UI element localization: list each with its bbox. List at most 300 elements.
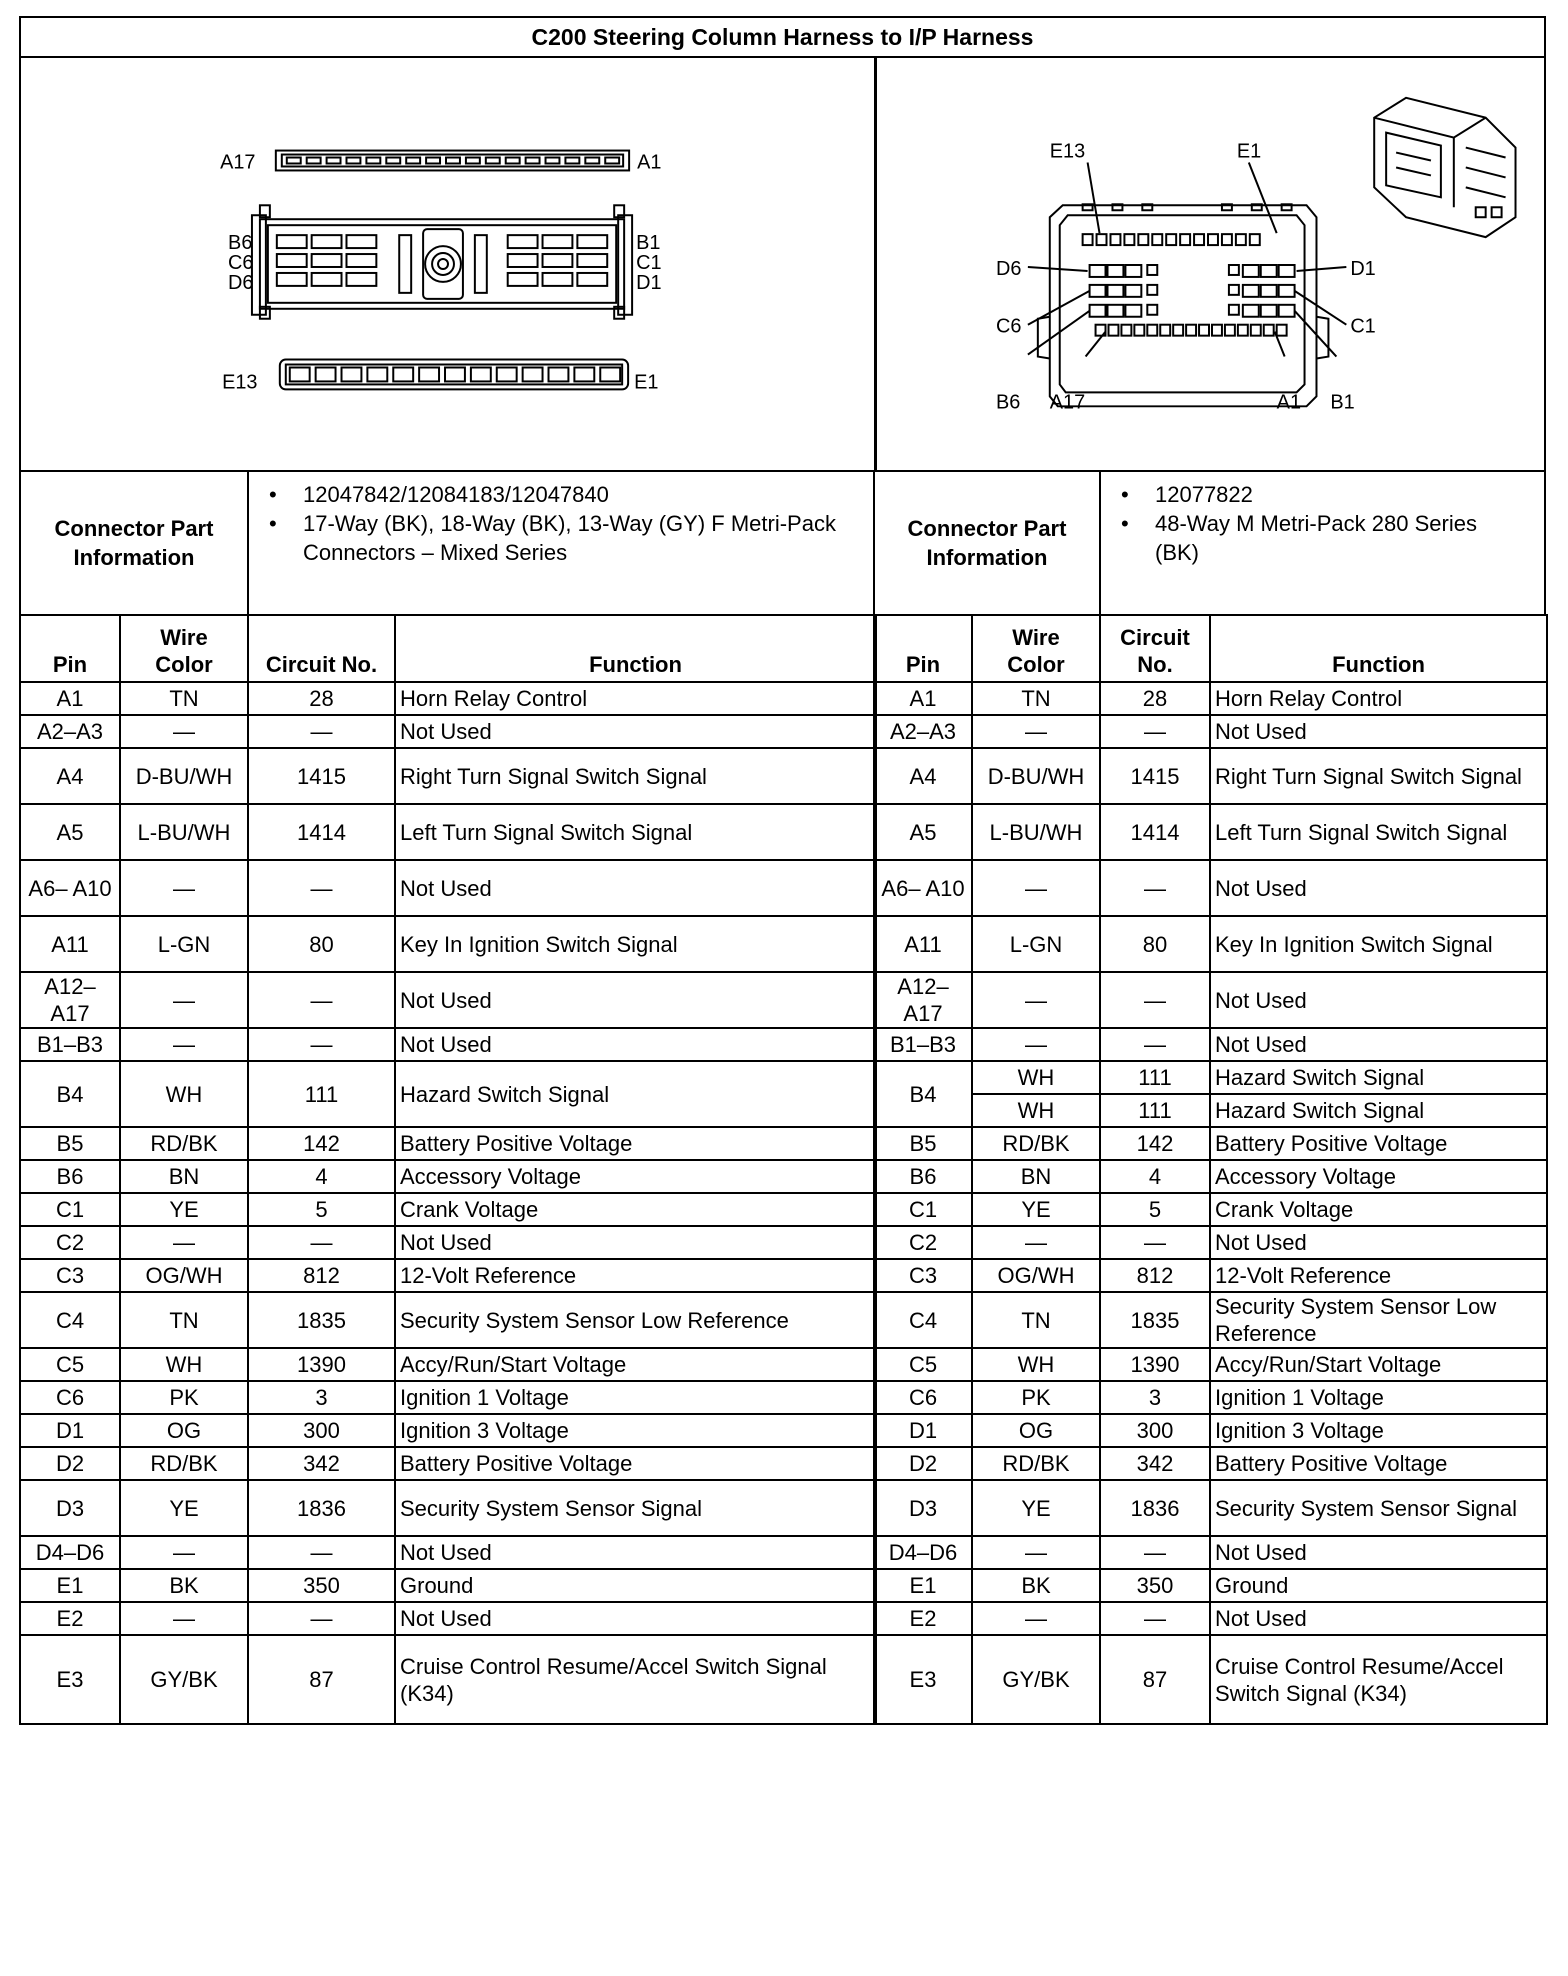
connector-cavity	[1186, 325, 1196, 336]
wire-color-cell: TN	[972, 1292, 1100, 1348]
circuit-cell: 300	[1100, 1414, 1210, 1447]
table-row	[874, 1635, 1547, 1724]
circuit-cell: 1414	[1100, 804, 1210, 860]
function-cell: Not Used	[1210, 1536, 1547, 1569]
function-cell: 12-Volt Reference	[395, 1259, 876, 1292]
pin-cell: C6	[874, 1381, 972, 1414]
header-pin: Pin	[874, 615, 972, 682]
circuit-cell: 28	[1100, 682, 1210, 715]
a-row-connector	[276, 151, 629, 171]
pin-cell: A12– A17	[874, 972, 972, 1028]
function-cell: Ignition 1 Voltage	[1210, 1381, 1547, 1414]
connector-cavity	[419, 367, 439, 381]
table-row	[20, 1193, 876, 1226]
left-pinout-table	[19, 614, 877, 1725]
function-cell: Not Used	[395, 860, 876, 916]
connector-cavity	[471, 367, 491, 381]
circuit-cell: 3	[1100, 1381, 1210, 1414]
function-cell: Not Used	[1210, 1028, 1547, 1061]
function-cell: Left Turn Signal Switch Signal	[1210, 804, 1547, 860]
wire-color-cell: —	[120, 715, 248, 748]
pin-cell: A4	[874, 748, 972, 804]
table-row	[20, 1414, 876, 1447]
function-cell: Not Used	[395, 1028, 876, 1061]
pin-cell: B1–B3	[874, 1028, 972, 1061]
table-row	[874, 1259, 1547, 1292]
wire-color-cell: —	[120, 1602, 248, 1635]
circuit-cell: 812	[1100, 1259, 1210, 1292]
table-row	[20, 748, 876, 804]
function-cell: Horn Relay Control	[1210, 682, 1547, 715]
circuit-cell: —	[248, 715, 395, 748]
wire-color-cell: OG	[120, 1414, 248, 1447]
circuit-cell: 87	[248, 1635, 395, 1724]
connector-cavity	[1124, 234, 1134, 245]
label-d6-right: D6	[996, 257, 1022, 280]
table-row	[874, 804, 1547, 860]
connector-cavity	[1180, 234, 1190, 245]
pin-cell: A6– A10	[20, 860, 120, 916]
connector-cavity	[526, 158, 540, 164]
pin-cell: E1	[874, 1569, 972, 1602]
function-cell: Not Used	[395, 1226, 876, 1259]
connector-cavity	[1134, 325, 1144, 336]
connector-cavity	[406, 158, 420, 164]
connector-cavity	[1121, 325, 1131, 336]
wire-color-cell: YE	[972, 1480, 1100, 1536]
function-cell: Hazard Switch Signal	[1210, 1094, 1547, 1127]
pin-cell: E2	[20, 1602, 120, 1635]
pin-cell: E1	[20, 1569, 120, 1602]
function-cell: Not Used	[1210, 1226, 1547, 1259]
header-pin: Pin	[20, 615, 120, 682]
table-row	[874, 1028, 1547, 1061]
connector-part-list	[1105, 480, 1525, 567]
wire-color-cell: RD/BK	[972, 1447, 1100, 1480]
function-cell: 12-Volt Reference	[1210, 1259, 1547, 1292]
function-cell: Cruise Control Resume/Accel Switch Signal (K34)	[395, 1635, 876, 1724]
wire-color-cell: OG/WH	[972, 1259, 1100, 1292]
table-row	[20, 1569, 876, 1602]
pin-cell: B4	[20, 1061, 120, 1127]
wire-color-cell: —	[972, 1226, 1100, 1259]
circuit-cell: —	[248, 860, 395, 916]
pin-cell: D1	[874, 1414, 972, 1447]
circuit-cell: —	[1100, 860, 1210, 916]
pin-cell: C4	[20, 1292, 120, 1348]
wire-color-cell: RD/BK	[120, 1447, 248, 1480]
wire-color-cell: —	[120, 1226, 248, 1259]
connector-cavity	[1222, 234, 1232, 245]
wire-color-cell: RD/BK	[120, 1127, 248, 1160]
circuit-cell: 1415	[248, 748, 395, 804]
header-function: Function	[395, 615, 876, 682]
wire-color-cell: GY/BK	[120, 1635, 248, 1724]
wire-color-cell: BK	[972, 1569, 1100, 1602]
pin-cell: B5	[20, 1127, 120, 1160]
label-c6-right: C6	[996, 315, 1022, 338]
function-cell: Not Used	[395, 972, 876, 1028]
circuit-cell: —	[1100, 1536, 1210, 1569]
label-b6: B6	[228, 232, 253, 255]
wire-color-cell: —	[972, 1028, 1100, 1061]
connector-cavity	[546, 158, 560, 164]
pin-cell: C2	[874, 1226, 972, 1259]
list-item: • 48-Way M Metri-Pack 280 Series (BK)	[1105, 509, 1525, 567]
pin-cell: D4–D6	[874, 1536, 972, 1569]
table-header-row	[874, 615, 1547, 682]
table-row	[874, 1602, 1547, 1635]
connector-cavity	[1236, 234, 1246, 245]
circuit-cell: 1390	[248, 1348, 395, 1381]
circuit-cell: 87	[1100, 1635, 1210, 1724]
circuit-cell: 28	[248, 682, 395, 715]
connector-cavity	[446, 158, 460, 164]
pin-cell: E2	[874, 1602, 972, 1635]
wire-color-cell: —	[972, 1602, 1100, 1635]
connector-cavity	[506, 158, 520, 164]
function-cell: Ground	[395, 1569, 876, 1602]
wire-color-cell: —	[120, 1536, 248, 1569]
circuit-cell: 342	[248, 1447, 395, 1480]
connector-cavity	[497, 367, 517, 381]
table-row	[874, 1536, 1547, 1569]
pin-cell: D1	[20, 1414, 120, 1447]
connector-cavity	[585, 158, 599, 164]
label-a17: A17	[220, 151, 256, 174]
circuit-cell: 111	[1100, 1061, 1210, 1094]
circuit-cell: —	[248, 972, 395, 1028]
pin-cell: B5	[874, 1127, 972, 1160]
pin-cell: A1	[20, 682, 120, 715]
table-row	[20, 1028, 876, 1061]
label-c1-right: C1	[1350, 315, 1376, 338]
function-cell: Hazard Switch Signal	[395, 1061, 876, 1127]
table-row	[20, 682, 876, 715]
connector-cavity	[367, 367, 387, 381]
connector-cavity	[1238, 325, 1248, 336]
table-row	[20, 1292, 876, 1348]
table-row	[874, 1193, 1547, 1226]
table-row	[874, 916, 1547, 972]
circuit-cell: —	[1100, 1602, 1210, 1635]
function-cell: Cruise Control Resume/Accel Switch Signal (K34)	[1210, 1635, 1547, 1724]
circuit-cell: 5	[1100, 1193, 1210, 1226]
connector-part-label: Connector Part Information	[875, 472, 1101, 614]
connector-cavity	[565, 158, 579, 164]
connector-cavity	[1264, 325, 1274, 336]
pin-cell: A2–A3	[874, 715, 972, 748]
table-row	[20, 860, 876, 916]
table-row	[874, 1348, 1547, 1381]
pin-cell: D3	[874, 1480, 972, 1536]
pin-cell: A11	[20, 916, 120, 972]
connector-cavity	[1251, 325, 1261, 336]
circuit-cell: —	[248, 1602, 395, 1635]
label-d6: D6	[228, 271, 254, 294]
wire-color-cell: L-GN	[120, 916, 248, 972]
connector-cavity	[1173, 325, 1183, 336]
function-cell: Accessory Voltage	[395, 1160, 876, 1193]
connector-cavity	[1250, 234, 1260, 245]
table-row	[874, 1480, 1547, 1536]
circuit-cell: 1836	[248, 1480, 395, 1536]
function-cell: Security System Sensor Low Reference	[395, 1292, 876, 1348]
wire-color-cell: WH	[972, 1061, 1100, 1094]
wire-color-cell: —	[972, 860, 1100, 916]
pin-cell: D4–D6	[20, 1536, 120, 1569]
function-cell: Ignition 1 Voltage	[395, 1381, 876, 1414]
table-row	[20, 972, 876, 1028]
circuit-cell: —	[248, 1536, 395, 1569]
circuit-cell: —	[1100, 1226, 1210, 1259]
function-cell: Ignition 3 Voltage	[1210, 1414, 1547, 1447]
label-b6-right: B6	[996, 391, 1021, 414]
wire-color-cell: WH	[972, 1348, 1100, 1381]
wire-color-cell: TN	[120, 682, 248, 715]
function-cell: Not Used	[1210, 972, 1547, 1028]
function-cell: Not Used	[395, 1602, 876, 1635]
connector-cavity	[1147, 325, 1157, 336]
connector-cavity	[1277, 325, 1287, 336]
wire-color-cell: L-GN	[972, 916, 1100, 972]
function-cell: Not Used	[395, 715, 876, 748]
pin-cell: A5	[874, 804, 972, 860]
circuit-cell: 142	[248, 1127, 395, 1160]
label-c6: C6	[228, 251, 254, 274]
circuit-cell: 1836	[1100, 1480, 1210, 1536]
circuit-cell: —	[248, 1028, 395, 1061]
connector-cavity	[1108, 325, 1118, 336]
connector-part-label: Connector Part Information	[21, 472, 249, 614]
connector-cavity	[1166, 234, 1176, 245]
connector-cavity	[445, 367, 465, 381]
table-row	[874, 1061, 1547, 1094]
circuit-cell: 1835	[1100, 1292, 1210, 1348]
function-cell: Ignition 3 Voltage	[395, 1414, 876, 1447]
wire-color-cell: —	[972, 1536, 1100, 1569]
circuit-cell: 1835	[248, 1292, 395, 1348]
connector-cavity	[366, 158, 380, 164]
table-row	[874, 715, 1547, 748]
circuit-cell: 1390	[1100, 1348, 1210, 1381]
pin-cell: B6	[874, 1160, 972, 1193]
table-row	[874, 1569, 1547, 1602]
function-cell: Not Used	[1210, 715, 1547, 748]
connector-cavity	[486, 158, 500, 164]
list-item: • 17-Way (BK), 18-Way (BK), 13-Way (GY) F Metri-Pack Connectors – Mixed Series	[253, 509, 853, 567]
connector-cavity	[1152, 234, 1162, 245]
circuit-cell: 350	[248, 1569, 395, 1602]
function-cell: Battery Positive Voltage	[395, 1447, 876, 1480]
wire-color-cell: GY/BK	[972, 1635, 1100, 1724]
e-row-connector	[280, 360, 628, 390]
connector-sheet	[19, 16, 1546, 1961]
label-d1-right: D1	[1350, 257, 1376, 280]
function-cell: Accy/Run/Start Voltage	[1210, 1348, 1547, 1381]
circuit-cell: 80	[1100, 916, 1210, 972]
table-row	[20, 1480, 876, 1536]
circuit-cell: 342	[1100, 1447, 1210, 1480]
pin-cell: B6	[20, 1160, 120, 1193]
wire-color-cell: TN	[120, 1292, 248, 1348]
wire-color-cell: WH	[120, 1348, 248, 1381]
connector-cavity	[1160, 325, 1170, 336]
connector-cavity	[1208, 234, 1218, 245]
wire-color-cell: PK	[972, 1381, 1100, 1414]
wire-color-cell: —	[120, 1028, 248, 1061]
function-cell: Battery Positive Voltage	[395, 1127, 876, 1160]
table-row	[874, 682, 1547, 715]
label-d1: D1	[636, 271, 662, 294]
wire-color-cell: OG/WH	[120, 1259, 248, 1292]
circuit-cell: —	[1100, 1028, 1210, 1061]
table-row	[874, 1226, 1547, 1259]
pin-cell: B1–B3	[20, 1028, 120, 1061]
table-row	[874, 972, 1547, 1028]
wire-color-cell: D-BU/WH	[972, 748, 1100, 804]
table-row	[874, 1160, 1547, 1193]
table-row	[20, 1635, 876, 1724]
wire-color-cell: BN	[120, 1160, 248, 1193]
function-cell: Battery Positive Voltage	[1210, 1447, 1547, 1480]
connector-cavity	[327, 158, 341, 164]
pin-cell: C2	[20, 1226, 120, 1259]
function-cell: Right Turn Signal Switch Signal	[1210, 748, 1547, 804]
connector-cavity	[605, 158, 619, 164]
pin-cell: B4	[874, 1061, 972, 1127]
pin-cell: C5	[20, 1348, 120, 1381]
wire-color-cell: WH	[972, 1094, 1100, 1127]
label-a1-right: A1	[1276, 391, 1302, 414]
list-item: • 12047842/12084183/12047840	[253, 480, 853, 509]
table-row	[20, 1348, 876, 1381]
circuit-cell: 3	[248, 1381, 395, 1414]
wire-color-cell: L-BU/WH	[972, 804, 1100, 860]
table-row	[874, 1094, 1547, 1127]
table-row	[20, 1127, 876, 1160]
connector-cavity	[1199, 325, 1209, 336]
function-cell: Crank Voltage	[1210, 1193, 1547, 1226]
label-a17-right: A17	[1049, 391, 1086, 414]
wire-color-cell: —	[120, 972, 248, 1028]
pin-cell: C3	[874, 1259, 972, 1292]
connector-cavity	[346, 158, 360, 164]
header-circuit: Circuit No.	[1100, 615, 1210, 682]
label-e1-right: E1	[1236, 140, 1262, 163]
right-pinout-table	[873, 614, 1548, 1725]
wire-color-cell: TN	[972, 682, 1100, 715]
connector-cavity	[1225, 325, 1235, 336]
b-c-d-connector	[252, 205, 632, 318]
circuit-cell: 1415	[1100, 748, 1210, 804]
pin-cell: C5	[874, 1348, 972, 1381]
table-row	[874, 1127, 1547, 1160]
table-row	[20, 1536, 876, 1569]
page-title: C200 Steering Column Harness to I/P Harness	[19, 16, 1546, 58]
circuit-cell: 300	[248, 1414, 395, 1447]
table-row	[20, 916, 876, 972]
label-e13: E13	[222, 371, 258, 394]
circuit-cell: —	[1100, 972, 1210, 1028]
pin-cell: E3	[20, 1635, 120, 1724]
left-connector-diagram	[21, 58, 874, 470]
function-cell: Accessory Voltage	[1210, 1160, 1547, 1193]
function-cell: Key In Ignition Switch Signal	[1210, 916, 1547, 972]
pin-cell: C1	[20, 1193, 120, 1226]
label-a1: A1	[637, 151, 662, 174]
connector-cavity	[523, 367, 543, 381]
function-cell: Not Used	[395, 1536, 876, 1569]
pin-cell: D2	[20, 1447, 120, 1480]
pin-cell: A4	[20, 748, 120, 804]
wire-color-cell: —	[972, 972, 1100, 1028]
diagram-row	[19, 56, 1546, 472]
connector-cavity	[600, 367, 620, 381]
table-row	[20, 1259, 876, 1292]
connector-cavity	[1138, 234, 1148, 245]
table-row	[20, 1602, 876, 1635]
connector-cavity	[426, 158, 440, 164]
table-row	[874, 860, 1547, 916]
connector-cavity	[393, 367, 413, 381]
circuit-cell: 111	[1100, 1094, 1210, 1127]
pin-cell: D2	[874, 1447, 972, 1480]
wire-color-cell: BK	[120, 1569, 248, 1602]
left-connector-info	[19, 470, 875, 616]
function-cell: Battery Positive Voltage	[1210, 1127, 1547, 1160]
circuit-cell: 111	[248, 1061, 395, 1127]
connector-part-list	[253, 480, 853, 567]
wire-color-cell: —	[972, 715, 1100, 748]
table-row	[20, 1061, 876, 1127]
table-row	[874, 1292, 1547, 1348]
circuit-cell: 4	[248, 1160, 395, 1193]
function-cell: Key In Ignition Switch Signal	[395, 916, 876, 972]
circuit-cell: 142	[1100, 1127, 1210, 1160]
wire-color-cell: RD/BK	[972, 1127, 1100, 1160]
circuit-cell: 1414	[248, 804, 395, 860]
label-e1: E1	[634, 371, 659, 394]
connector-cavity	[466, 158, 480, 164]
wire-color-cell: YE	[120, 1193, 248, 1226]
connector-cavity	[307, 158, 321, 164]
function-cell: Ground	[1210, 1569, 1547, 1602]
connector-cavity	[1212, 325, 1222, 336]
connector-cavity	[290, 367, 310, 381]
function-cell: Crank Voltage	[395, 1193, 876, 1226]
circuit-cell: —	[248, 1226, 395, 1259]
function-cell: Left Turn Signal Switch Signal	[395, 804, 876, 860]
pin-cell: A1	[874, 682, 972, 715]
table-row	[20, 715, 876, 748]
function-cell: Not Used	[1210, 860, 1547, 916]
wire-color-cell: —	[120, 860, 248, 916]
wire-color-cell: D-BU/WH	[120, 748, 248, 804]
right-connector-diagram	[877, 58, 1544, 470]
table-row	[20, 1226, 876, 1259]
connector-cavity	[1097, 234, 1107, 245]
right-connector-info	[873, 470, 1546, 616]
connector-cavity	[287, 158, 301, 164]
label-e13-right: E13	[1049, 140, 1086, 163]
table-row	[20, 1447, 876, 1480]
connector-cavity	[574, 367, 594, 381]
wire-color-cell: OG	[972, 1414, 1100, 1447]
circuit-cell: 5	[248, 1193, 395, 1226]
connector-cavity	[1194, 234, 1204, 245]
table-row	[874, 748, 1547, 804]
